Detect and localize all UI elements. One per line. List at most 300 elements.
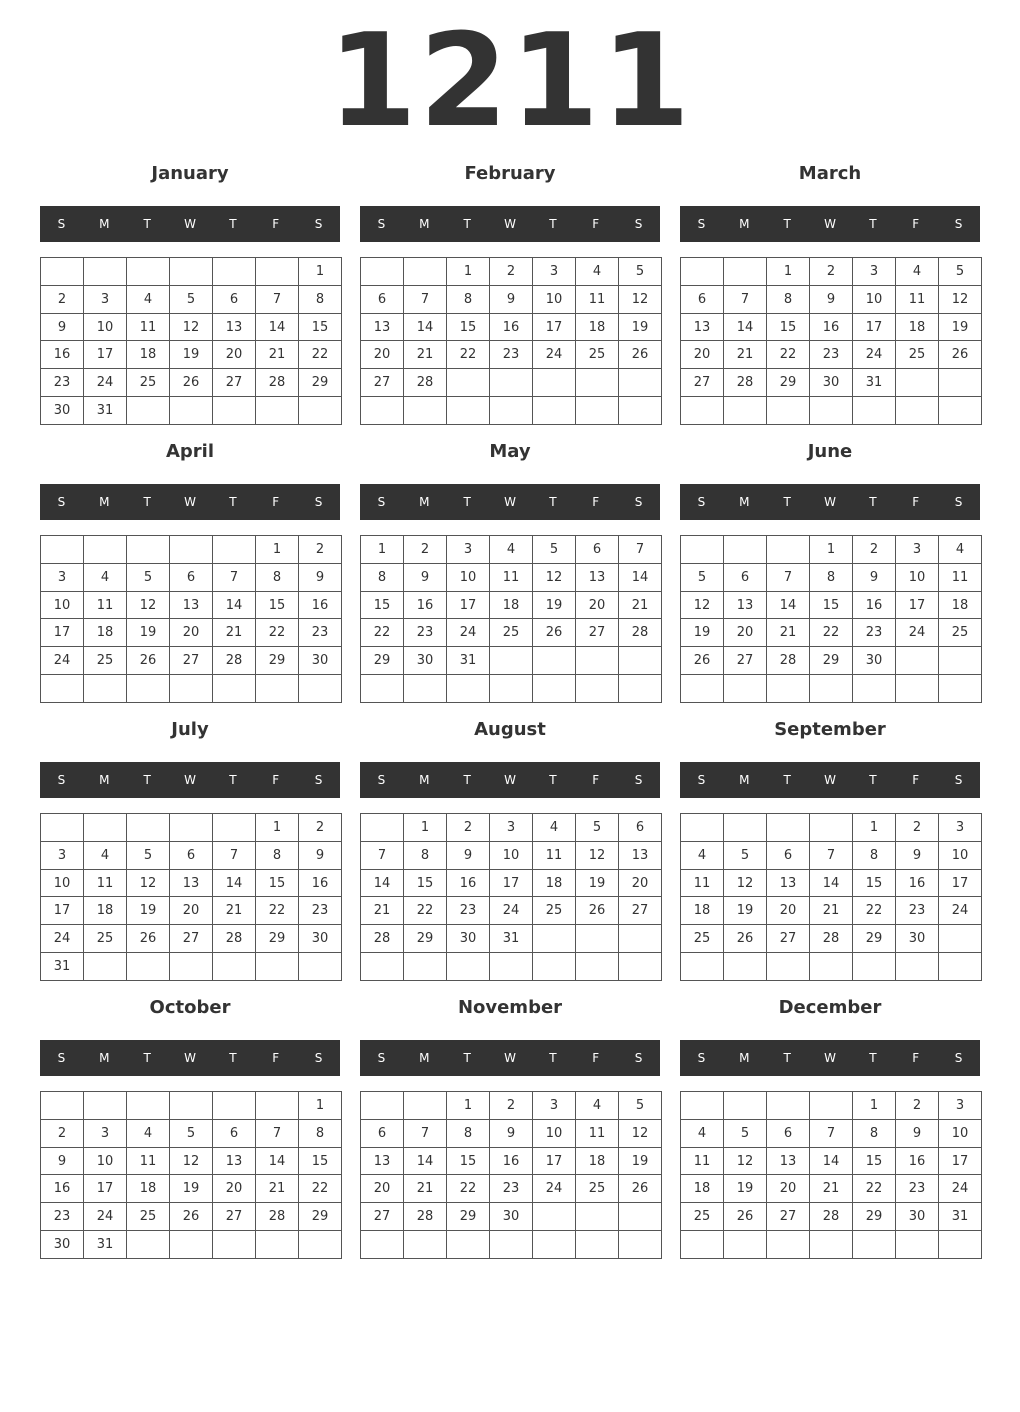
- month-december: [680, 994, 980, 1264]
- day-cell: 3: [41, 563, 84, 591]
- empty-day-cell: [127, 675, 170, 703]
- week-row: [41, 897, 342, 925]
- empty-day-cell: [810, 675, 853, 703]
- empty-day-cell: [213, 814, 256, 842]
- weekday-label: W: [824, 773, 836, 787]
- day-cell: 4: [84, 563, 127, 591]
- empty-day-cell: [213, 953, 256, 981]
- week-row: [681, 563, 982, 591]
- weekday-header: [40, 1040, 340, 1076]
- weekday-label: S: [314, 217, 323, 231]
- day-cell: 9: [447, 841, 490, 869]
- day-cell: 23: [404, 619, 447, 647]
- weekday-label: T: [229, 217, 237, 231]
- weekday-label: T: [549, 1051, 557, 1065]
- day-cell: 10: [447, 563, 490, 591]
- empty-day-cell: [490, 397, 533, 425]
- weekday-label: S: [57, 773, 66, 787]
- day-cell: 18: [681, 897, 724, 925]
- empty-day-cell: [576, 1231, 619, 1259]
- weekday-label: S: [314, 773, 323, 787]
- weekday-label: T: [549, 773, 557, 787]
- day-cell: 3: [939, 1092, 982, 1120]
- week-row: [41, 814, 342, 842]
- empty-day-cell: [213, 258, 256, 286]
- day-cell: 6: [576, 536, 619, 564]
- day-cell: 10: [490, 841, 533, 869]
- day-cell: 29: [299, 369, 342, 397]
- day-cell: 17: [939, 1147, 982, 1175]
- day-cell: 26: [681, 647, 724, 675]
- day-cell: 28: [361, 925, 404, 953]
- week-row: [41, 285, 342, 313]
- weekday-label: M: [419, 1051, 430, 1065]
- week-row: [41, 1147, 342, 1175]
- day-cell: 28: [810, 925, 853, 953]
- day-cell: 25: [576, 1175, 619, 1203]
- day-cell: 26: [127, 925, 170, 953]
- weekday-label: T: [143, 217, 151, 231]
- week-row: [681, 897, 982, 925]
- day-cell: 24: [853, 341, 896, 369]
- weekday-label: F: [272, 217, 280, 231]
- day-cell: 8: [361, 563, 404, 591]
- day-cell: 7: [404, 1119, 447, 1147]
- day-cell: 8: [299, 1119, 342, 1147]
- weekday-header: [680, 206, 980, 242]
- day-cell: 31: [84, 1231, 127, 1259]
- day-cell: 3: [533, 258, 576, 286]
- empty-day-cell: [299, 397, 342, 425]
- weekday-label: T: [143, 495, 151, 509]
- day-cell: 28: [404, 369, 447, 397]
- weekday-label: W: [184, 217, 196, 231]
- week-row: [41, 841, 342, 869]
- day-cell: 3: [490, 814, 533, 842]
- day-cell: 7: [361, 841, 404, 869]
- day-cell: 30: [853, 647, 896, 675]
- day-cell: 28: [256, 369, 299, 397]
- weekday-label: F: [272, 495, 280, 509]
- day-cell: 6: [767, 841, 810, 869]
- day-cell: 30: [299, 925, 342, 953]
- day-cell: 23: [853, 619, 896, 647]
- empty-day-cell: [619, 397, 662, 425]
- day-cell: 11: [681, 1147, 724, 1175]
- day-cell: 1: [853, 814, 896, 842]
- day-cell: 27: [681, 369, 724, 397]
- day-cell: 5: [939, 258, 982, 286]
- day-cell: 14: [256, 313, 299, 341]
- day-cell: 21: [810, 897, 853, 925]
- week-row: [41, 397, 342, 425]
- week-row: [41, 369, 342, 397]
- month-march: [680, 160, 980, 430]
- day-cell: 2: [41, 1119, 84, 1147]
- empty-day-cell: [170, 258, 213, 286]
- empty-day-cell: [490, 953, 533, 981]
- empty-day-cell: [490, 1231, 533, 1259]
- day-cell: 6: [681, 285, 724, 313]
- week-row: [361, 369, 662, 397]
- day-cell: 19: [939, 313, 982, 341]
- week-row: [681, 647, 982, 675]
- week-row: [41, 1119, 342, 1147]
- empty-day-cell: [724, 675, 767, 703]
- day-cell: 13: [213, 313, 256, 341]
- day-cell: 27: [619, 897, 662, 925]
- day-cell: 30: [896, 1203, 939, 1231]
- day-cell: 2: [41, 285, 84, 313]
- week-row: [361, 1203, 662, 1231]
- day-cell: 30: [447, 925, 490, 953]
- day-cell: 15: [299, 1147, 342, 1175]
- empty-day-cell: [767, 1092, 810, 1120]
- day-cell: 22: [853, 1175, 896, 1203]
- day-cell: 24: [41, 647, 84, 675]
- month-april: [40, 438, 340, 708]
- day-cell: 20: [170, 897, 213, 925]
- empty-day-cell: [533, 675, 576, 703]
- weekday-label: S: [57, 217, 66, 231]
- week-row: [361, 1147, 662, 1175]
- day-cell: 1: [361, 536, 404, 564]
- day-cell: 24: [84, 1203, 127, 1231]
- week-row: [41, 258, 342, 286]
- day-cell: 11: [533, 841, 576, 869]
- day-cell: 27: [767, 925, 810, 953]
- week-row: [681, 925, 982, 953]
- day-cell: 26: [170, 369, 213, 397]
- empty-day-cell: [213, 1231, 256, 1259]
- day-cell: 8: [256, 841, 299, 869]
- day-cell: 4: [490, 536, 533, 564]
- empty-day-cell: [84, 675, 127, 703]
- empty-day-cell: [533, 369, 576, 397]
- day-cell: 7: [404, 285, 447, 313]
- day-cell: 3: [533, 1092, 576, 1120]
- day-cell: 21: [724, 341, 767, 369]
- empty-day-cell: [619, 953, 662, 981]
- day-cell: 9: [853, 563, 896, 591]
- month-name: March: [798, 163, 862, 184]
- day-cell: 9: [490, 285, 533, 313]
- day-cell: 16: [896, 869, 939, 897]
- day-cell: 12: [619, 1119, 662, 1147]
- day-cell: 17: [84, 341, 127, 369]
- day-cell: 8: [447, 285, 490, 313]
- weekday-label: S: [697, 773, 706, 787]
- day-cell: 22: [447, 1175, 490, 1203]
- week-row: [361, 925, 662, 953]
- weekday-label: T: [783, 1051, 791, 1065]
- empty-day-cell: [361, 1231, 404, 1259]
- day-cell: 22: [361, 619, 404, 647]
- day-cell: 25: [681, 1203, 724, 1231]
- day-cell: 20: [767, 1175, 810, 1203]
- weekday-label: T: [869, 1051, 877, 1065]
- day-cell: 12: [724, 869, 767, 897]
- day-cell: 28: [404, 1203, 447, 1231]
- day-cell: 14: [213, 591, 256, 619]
- day-cell: 1: [447, 1092, 490, 1120]
- day-cell: 14: [810, 1147, 853, 1175]
- day-cell: 22: [256, 619, 299, 647]
- day-cell: 2: [490, 1092, 533, 1120]
- empty-day-cell: [853, 953, 896, 981]
- day-cell: 20: [170, 619, 213, 647]
- day-cell: 25: [896, 341, 939, 369]
- weekday-label: F: [592, 1051, 600, 1065]
- day-grid: [680, 813, 982, 981]
- day-cell: 12: [619, 285, 662, 313]
- day-cell: 29: [853, 925, 896, 953]
- day-cell: 11: [127, 1147, 170, 1175]
- day-cell: 12: [724, 1147, 767, 1175]
- day-cell: 6: [170, 563, 213, 591]
- day-cell: 28: [767, 647, 810, 675]
- weekday-label: S: [377, 773, 386, 787]
- empty-day-cell: [170, 1231, 213, 1259]
- day-cell: 1: [404, 814, 447, 842]
- empty-day-cell: [533, 1203, 576, 1231]
- weekday-label: S: [634, 1051, 643, 1065]
- empty-day-cell: [576, 675, 619, 703]
- week-row: [41, 591, 342, 619]
- day-cell: 27: [170, 925, 213, 953]
- empty-day-cell: [767, 675, 810, 703]
- month-name: April: [165, 441, 215, 462]
- day-cell: 1: [299, 258, 342, 286]
- weekday-label: T: [143, 1051, 151, 1065]
- day-cell: 16: [299, 869, 342, 897]
- day-cell: 8: [810, 563, 853, 591]
- day-cell: 13: [767, 869, 810, 897]
- empty-day-cell: [576, 953, 619, 981]
- day-cell: 18: [127, 341, 170, 369]
- month-name: October: [149, 997, 231, 1018]
- month-june: [680, 438, 980, 708]
- day-cell: 16: [490, 313, 533, 341]
- weekday-label: S: [57, 1051, 66, 1065]
- empty-day-cell: [299, 1231, 342, 1259]
- week-row: [361, 814, 662, 842]
- week-row: [681, 341, 982, 369]
- day-cell: 2: [490, 258, 533, 286]
- empty-day-cell: [361, 814, 404, 842]
- empty-day-cell: [127, 397, 170, 425]
- empty-day-cell: [767, 1231, 810, 1259]
- day-cell: 13: [724, 591, 767, 619]
- empty-day-cell: [896, 369, 939, 397]
- day-cell: 18: [681, 1175, 724, 1203]
- day-cell: 7: [256, 285, 299, 313]
- day-cell: 18: [84, 619, 127, 647]
- weekday-header: [40, 206, 340, 242]
- month-name: November: [457, 997, 563, 1018]
- empty-day-cell: [361, 1092, 404, 1120]
- day-grid: [680, 257, 982, 425]
- day-cell: 6: [213, 1119, 256, 1147]
- day-cell: 4: [576, 258, 619, 286]
- day-cell: 9: [299, 841, 342, 869]
- day-cell: 10: [939, 841, 982, 869]
- day-cell: 21: [767, 619, 810, 647]
- empty-day-cell: [213, 397, 256, 425]
- week-row: [681, 814, 982, 842]
- empty-day-cell: [939, 1231, 982, 1259]
- day-cell: 3: [447, 536, 490, 564]
- day-cell: 24: [447, 619, 490, 647]
- empty-day-cell: [447, 953, 490, 981]
- day-cell: 2: [896, 1092, 939, 1120]
- empty-day-cell: [810, 397, 853, 425]
- weekday-label: T: [229, 495, 237, 509]
- day-cell: 19: [576, 869, 619, 897]
- weekday-label: F: [912, 773, 920, 787]
- empty-day-cell: [681, 258, 724, 286]
- weekday-label: M: [419, 217, 430, 231]
- week-row: [41, 619, 342, 647]
- week-row: [681, 1092, 982, 1120]
- week-row: [361, 536, 662, 564]
- empty-day-cell: [896, 647, 939, 675]
- week-row: [41, 1231, 342, 1259]
- day-cell: 15: [853, 1147, 896, 1175]
- day-cell: 25: [127, 369, 170, 397]
- weekday-label: T: [463, 1051, 471, 1065]
- weekday-label: T: [783, 495, 791, 509]
- weekday-label: T: [783, 217, 791, 231]
- day-cell: 4: [681, 841, 724, 869]
- weekday-label: W: [824, 495, 836, 509]
- day-cell: 12: [681, 591, 724, 619]
- day-cell: 22: [256, 897, 299, 925]
- week-row: [361, 313, 662, 341]
- week-row: [41, 953, 342, 981]
- weekday-label: T: [463, 495, 471, 509]
- day-cell: 21: [810, 1175, 853, 1203]
- weekday-header: [360, 206, 660, 242]
- weekday-header: [360, 762, 660, 798]
- day-cell: 25: [84, 647, 127, 675]
- empty-day-cell: [619, 1231, 662, 1259]
- day-cell: 4: [896, 258, 939, 286]
- day-cell: 13: [213, 1147, 256, 1175]
- day-cell: 9: [404, 563, 447, 591]
- weekday-label: M: [99, 217, 110, 231]
- weekday-label: S: [954, 773, 963, 787]
- day-cell: 19: [127, 619, 170, 647]
- day-cell: 11: [681, 869, 724, 897]
- day-cell: 27: [361, 369, 404, 397]
- week-row: [681, 1231, 982, 1259]
- day-cell: 21: [619, 591, 662, 619]
- day-cell: 16: [896, 1147, 939, 1175]
- day-cell: 6: [170, 841, 213, 869]
- day-cell: 26: [619, 341, 662, 369]
- day-cell: 19: [724, 897, 767, 925]
- day-cell: 31: [853, 369, 896, 397]
- day-cell: 26: [127, 647, 170, 675]
- day-cell: 2: [810, 258, 853, 286]
- day-cell: 10: [533, 1119, 576, 1147]
- weekday-header: [40, 762, 340, 798]
- weekday-label: W: [824, 1051, 836, 1065]
- day-cell: 2: [299, 536, 342, 564]
- day-cell: 8: [853, 841, 896, 869]
- day-cell: 24: [84, 369, 127, 397]
- empty-day-cell: [939, 953, 982, 981]
- day-cell: 16: [41, 341, 84, 369]
- day-cell: 11: [127, 313, 170, 341]
- empty-day-cell: [576, 647, 619, 675]
- day-cell: 3: [939, 814, 982, 842]
- empty-day-cell: [853, 675, 896, 703]
- empty-day-cell: [170, 953, 213, 981]
- week-row: [41, 536, 342, 564]
- weekday-label: T: [463, 217, 471, 231]
- day-cell: 14: [619, 563, 662, 591]
- weekday-label: M: [739, 773, 750, 787]
- month-name: February: [464, 163, 556, 184]
- day-grid: [680, 1091, 982, 1259]
- weekday-label: F: [592, 773, 600, 787]
- month-name: December: [778, 997, 882, 1018]
- day-cell: 1: [256, 536, 299, 564]
- day-cell: 14: [810, 869, 853, 897]
- day-cell: 21: [256, 341, 299, 369]
- day-cell: 5: [576, 814, 619, 842]
- empty-day-cell: [447, 675, 490, 703]
- month-february: [360, 160, 660, 430]
- day-cell: 3: [84, 285, 127, 313]
- day-cell: 11: [84, 869, 127, 897]
- week-row: [41, 869, 342, 897]
- day-cell: 29: [299, 1203, 342, 1231]
- day-cell: 2: [896, 814, 939, 842]
- empty-day-cell: [896, 397, 939, 425]
- week-row: [361, 397, 662, 425]
- empty-day-cell: [896, 953, 939, 981]
- weekday-label: T: [549, 217, 557, 231]
- empty-day-cell: [533, 397, 576, 425]
- week-row: [681, 675, 982, 703]
- day-cell: 16: [41, 1175, 84, 1203]
- day-cell: 4: [939, 536, 982, 564]
- day-cell: 15: [447, 313, 490, 341]
- weekday-label: T: [549, 495, 557, 509]
- day-cell: 22: [404, 897, 447, 925]
- day-cell: 17: [939, 869, 982, 897]
- empty-day-cell: [361, 258, 404, 286]
- week-row: [41, 647, 342, 675]
- day-cell: 6: [619, 814, 662, 842]
- day-cell: 7: [810, 1119, 853, 1147]
- day-cell: 28: [213, 925, 256, 953]
- day-cell: 5: [724, 841, 767, 869]
- empty-day-cell: [724, 1231, 767, 1259]
- day-cell: 18: [576, 313, 619, 341]
- day-cell: 9: [896, 841, 939, 869]
- day-cell: 7: [767, 563, 810, 591]
- day-cell: 18: [896, 313, 939, 341]
- day-cell: 23: [41, 369, 84, 397]
- day-cell: 26: [939, 341, 982, 369]
- empty-day-cell: [256, 1092, 299, 1120]
- day-cell: 21: [404, 1175, 447, 1203]
- day-cell: 4: [576, 1092, 619, 1120]
